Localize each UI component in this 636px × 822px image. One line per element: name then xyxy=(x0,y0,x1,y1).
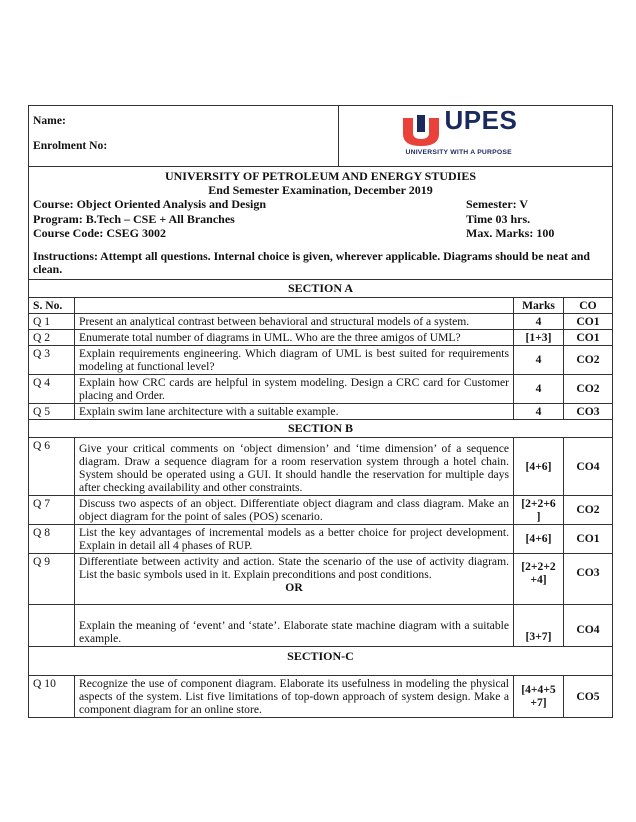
question-number: Q 5 xyxy=(29,403,75,419)
exam-info-row xyxy=(29,167,613,280)
question-co: CO2 xyxy=(564,374,613,403)
question-text: List the key advantages of incremental models as a better choice for project development. Explain in detail all 4 phases of RUP. xyxy=(75,524,514,553)
marks-line: [2+2+2 xyxy=(521,559,556,573)
marks-line: +7] xyxy=(530,696,547,709)
marks-line: ] xyxy=(536,509,541,523)
section-a-row xyxy=(29,279,613,297)
question-marks xyxy=(514,675,564,717)
question-row-q3 xyxy=(29,345,613,374)
section-b-heading: SECTION B xyxy=(29,419,613,437)
code-line xyxy=(33,226,608,241)
semester: Semester: V xyxy=(466,197,529,211)
question-marks: [4+6] xyxy=(514,437,564,495)
question-co: CO3 xyxy=(564,403,613,419)
marks-header: Marks xyxy=(514,297,564,313)
instructions: Instructions: Attempt all questions. Internal choice is given, wherever applicable. Diagrams should be neat and clean. xyxy=(33,248,590,276)
question-co: CO1 xyxy=(564,524,613,553)
question-row-q1 xyxy=(29,313,613,329)
marks-line: [4+4+5 xyxy=(521,683,556,696)
question-text: Explain swim lane architecture with a suitable example. xyxy=(75,403,514,419)
exam-sheet xyxy=(28,105,612,718)
question-marks: [1+3] xyxy=(514,329,564,345)
question-row-q6 xyxy=(29,437,613,495)
header-row xyxy=(29,106,613,167)
question-text: Give your critical comments on ‘object dimension’ and ‘time dimension’ of a sequence diagram. Draw a sequence diagram for a room reservation system through a hotel chain. System should be operated using a GUI. It should handle the reservation for multiple days after checking availability and other constraints. xyxy=(75,437,514,495)
question-number: Q 6 xyxy=(29,437,75,495)
question-row-q5 xyxy=(29,403,613,419)
question-text: Explain the meaning of ‘event’ and ‘state’. Elaborate state machine diagram with a suitable example. xyxy=(75,604,514,646)
sno-header: S. No. xyxy=(29,297,75,313)
course-name: Course: Object Oriented Analysis and Design xyxy=(33,197,267,211)
question-marks: 4 xyxy=(514,403,564,419)
question-co: CO5 xyxy=(564,675,613,717)
question-number: Q 7 xyxy=(29,495,75,524)
logo-tagline: UNIVERSITY WITH A PURPOSE xyxy=(405,148,512,156)
question-marks: 4 xyxy=(514,374,564,403)
question-marks: 4 xyxy=(514,345,564,374)
question-co: CO2 xyxy=(564,345,613,374)
question-body: Differentiate between activity and action. State the scenario of the use of activity diagram. List the basic symbols used in it. Explain preconditions and post conditions. xyxy=(79,554,509,581)
question-row-q7 xyxy=(29,495,613,524)
question-text: Recognize the use of component diagram. Elaborate its usefulness in modeling the physical aspects of the system. List five limitations of top-down approach of system design. Make a component diagram for an online store. xyxy=(75,675,514,717)
enrolment-label: Enrolment No: xyxy=(33,139,108,152)
max-marks: Max. Marks: 100 xyxy=(466,226,555,240)
question-co: CO1 xyxy=(564,313,613,329)
or-label: OR xyxy=(285,580,303,594)
question-co: CO1 xyxy=(564,329,613,345)
upes-logo xyxy=(401,104,551,157)
marks-line: [2+2+6 xyxy=(521,496,556,510)
question-row-q9-alternative xyxy=(29,604,613,646)
question-marks: 4 xyxy=(514,313,564,329)
question-number: Q 9 xyxy=(29,553,75,604)
exam-info xyxy=(29,167,613,280)
program-line xyxy=(33,212,608,227)
program: Program: B.Tech – CSE + All Branches xyxy=(33,211,235,226)
question-row-q2 xyxy=(29,329,613,345)
section-c-row xyxy=(29,646,613,675)
question-text: Present an analytical contrast between behavioral and structural models of a system. xyxy=(75,313,514,329)
question-number: Q 1 xyxy=(29,313,75,329)
course-code: Course Code: CSEG 3002 xyxy=(33,226,167,240)
question-text xyxy=(75,553,514,604)
time: Time 03 hrs. xyxy=(466,211,531,226)
question-row-q4 xyxy=(29,374,613,403)
question-marks: [4+6] xyxy=(514,524,564,553)
question-number: Q 10 xyxy=(29,675,75,717)
question-number: Q 8 xyxy=(29,524,75,553)
column-header-row xyxy=(29,297,613,313)
question-header xyxy=(75,297,514,313)
question-co: CO2 xyxy=(564,495,613,524)
section-b-row xyxy=(29,419,613,437)
co-header: CO xyxy=(564,297,613,313)
section-c-heading: SECTION-C xyxy=(29,646,613,675)
student-details xyxy=(29,106,339,167)
exam-title: End Semester Examination, December 2019 xyxy=(208,183,433,197)
question-number: Q 3 xyxy=(29,345,75,374)
question-number: Q 4 xyxy=(29,374,75,403)
question-text: Enumerate total number of diagrams in UML. Who are the three amigos of UML? xyxy=(75,329,514,345)
exam-table xyxy=(28,105,613,718)
name-label: Name: xyxy=(33,114,66,127)
question-row-q10 xyxy=(29,675,613,717)
question-row-q9 xyxy=(29,553,613,604)
question-co: CO4 xyxy=(564,437,613,495)
question-marks: [3+7] xyxy=(514,604,564,646)
question-text: Explain how CRC cards are helpful in system modeling. Design a CRC card for Customer placing and Order. xyxy=(75,374,514,403)
question-co: CO3 xyxy=(564,553,613,604)
marks-line: +4] xyxy=(530,572,547,586)
logo-wordmark: UPES xyxy=(444,104,518,135)
question-marks xyxy=(514,553,564,604)
course-line xyxy=(33,197,608,212)
upes-emblem-icon xyxy=(401,115,441,147)
question-text: Explain requirements engineering. Which diagram of UML is best suited for requirements modeling at functional level? xyxy=(75,345,514,374)
question-marks xyxy=(514,495,564,524)
logo-cell xyxy=(339,106,613,167)
question-row-q8 xyxy=(29,524,613,553)
question-number: Q 2 xyxy=(29,329,75,345)
question-co: CO4 xyxy=(564,604,613,646)
question-number-empty xyxy=(29,604,75,646)
university-name: UNIVERSITY OF PETROLEUM AND ENERGY STUDIES xyxy=(164,169,477,183)
question-text: Discuss two aspects of an object. Differentiate object diagram and class diagram. Make an object diagram for the point of sales (POS) scenario. xyxy=(75,495,514,524)
section-a-heading: SECTION A xyxy=(29,279,613,297)
